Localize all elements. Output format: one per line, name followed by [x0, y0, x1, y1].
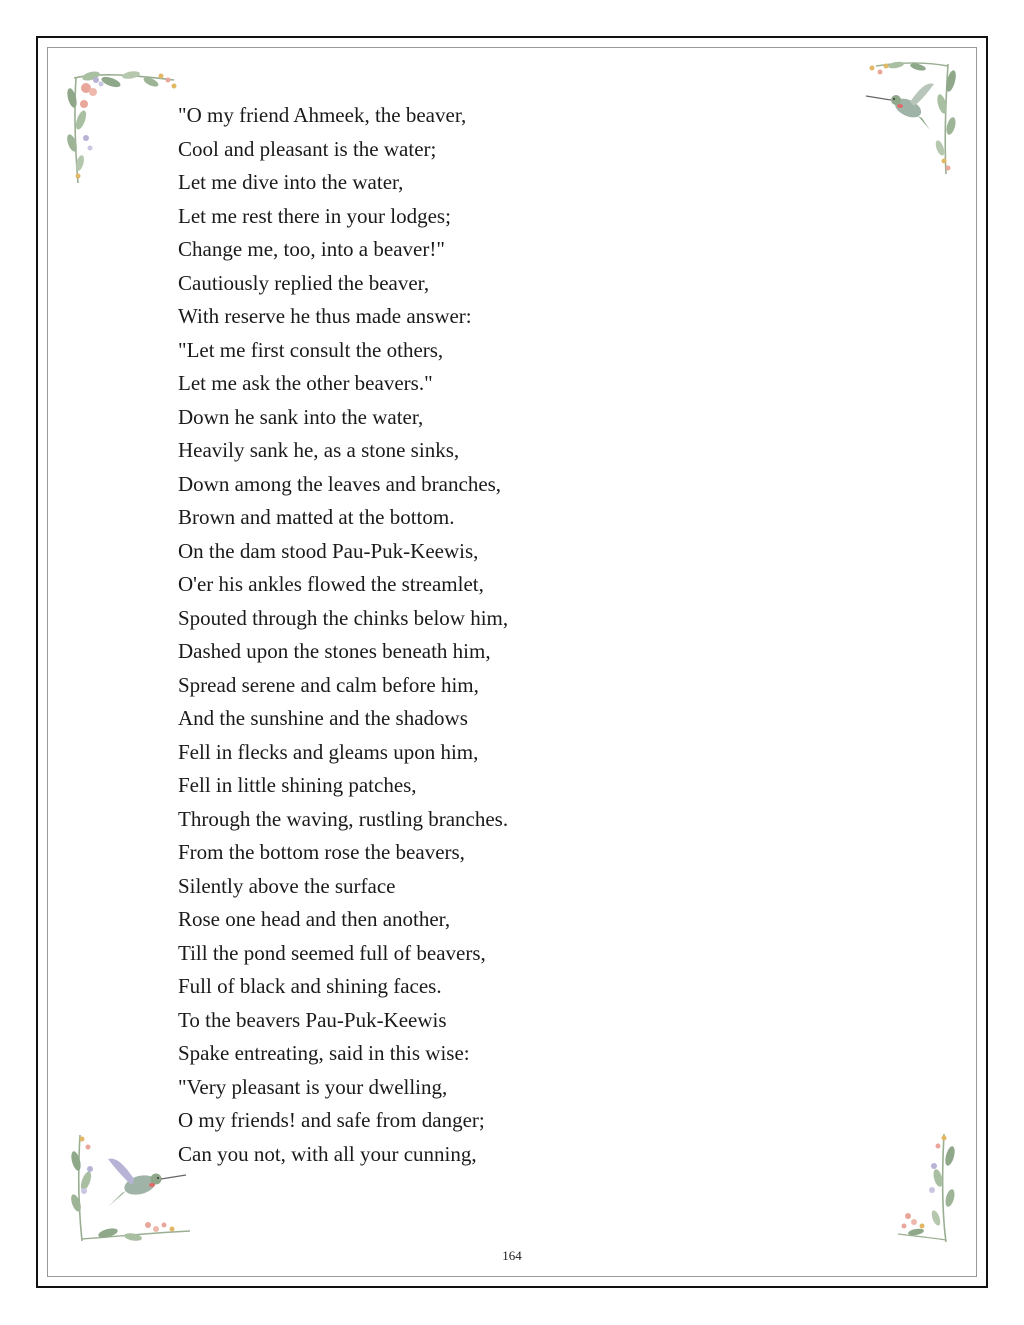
poem-line: "Let me first consult the others, — [178, 337, 444, 362]
poem-line: Can you not, with all your cunning, — [178, 1141, 477, 1166]
poem-line: Fell in little shining patches, — [178, 773, 417, 797]
poem-line: "Very pleasant is your dwelling, — [178, 1074, 448, 1099]
poem-line: Silently above the surface — [178, 873, 396, 898]
poem-line: From the bottom rose the beavers, — [178, 840, 465, 864]
poem-line: O my friends! and safe from danger; — [178, 1108, 485, 1132]
poem-line: Dashed upon the stones beneath him, — [178, 639, 491, 663]
floral-corner-icon — [66, 68, 181, 188]
poem-line: Down among the leaves and branches, — [178, 471, 502, 496]
poem-line: O'er his ankles flowed the streamlet, — [178, 572, 484, 596]
floral-corner-icon — [894, 1132, 958, 1246]
poem-line: Through the waving, rustling branches. — [178, 806, 509, 831]
poem-line: Spouted through the chinks below him, — [178, 605, 509, 630]
poem-text — [178, 99, 678, 1171]
poem-line: Brown and matted at the bottom. — [178, 505, 455, 529]
poem-line: "O my friend Ahmeek, the beaver, — [178, 103, 467, 127]
poem-line: Change me, too, into a beaver!" — [178, 237, 445, 261]
poem-line: To the beavers Pau-Puk-Keewis — [178, 1007, 447, 1032]
poem-line: On the dam stood Pau-Puk-Keewis, — [178, 538, 479, 563]
hummingbird-floral-icon — [856, 56, 956, 178]
poem-line: Cool and pleasant is the water; — [178, 136, 437, 161]
poem-line: Let me ask the other beavers." — [178, 371, 433, 395]
poem-line: Fell in flecks and gleams upon him, — [178, 739, 479, 764]
hummingbird-floral-icon — [68, 1133, 193, 1245]
poem-line: Let me dive into the water, — [178, 170, 404, 194]
poem-line: Till the pond seemed full of beavers, — [178, 940, 486, 965]
poem-line: Down he sank into the water, — [178, 404, 424, 429]
poem-line: Spake entreating, said in this wise: — [178, 1041, 470, 1065]
poem-line: Let me rest there in your lodges; — [178, 203, 451, 228]
poem-line: Spread serene and calm before him, — [178, 672, 479, 697]
poem-line: Heavily sank he, as a stone sinks, — [178, 438, 460, 462]
poem-line: Rose one head and then another, — [178, 907, 451, 931]
poem-line: Cautiously replied the beaver, — [178, 270, 430, 295]
page-number: 164 — [502, 1248, 522, 1263]
poem-line: And the sunshine and the shadows — [178, 706, 468, 730]
poem-line: Full of black and shining faces. — [178, 974, 442, 998]
poem-line: With reserve he thus made answer: — [178, 304, 472, 328]
